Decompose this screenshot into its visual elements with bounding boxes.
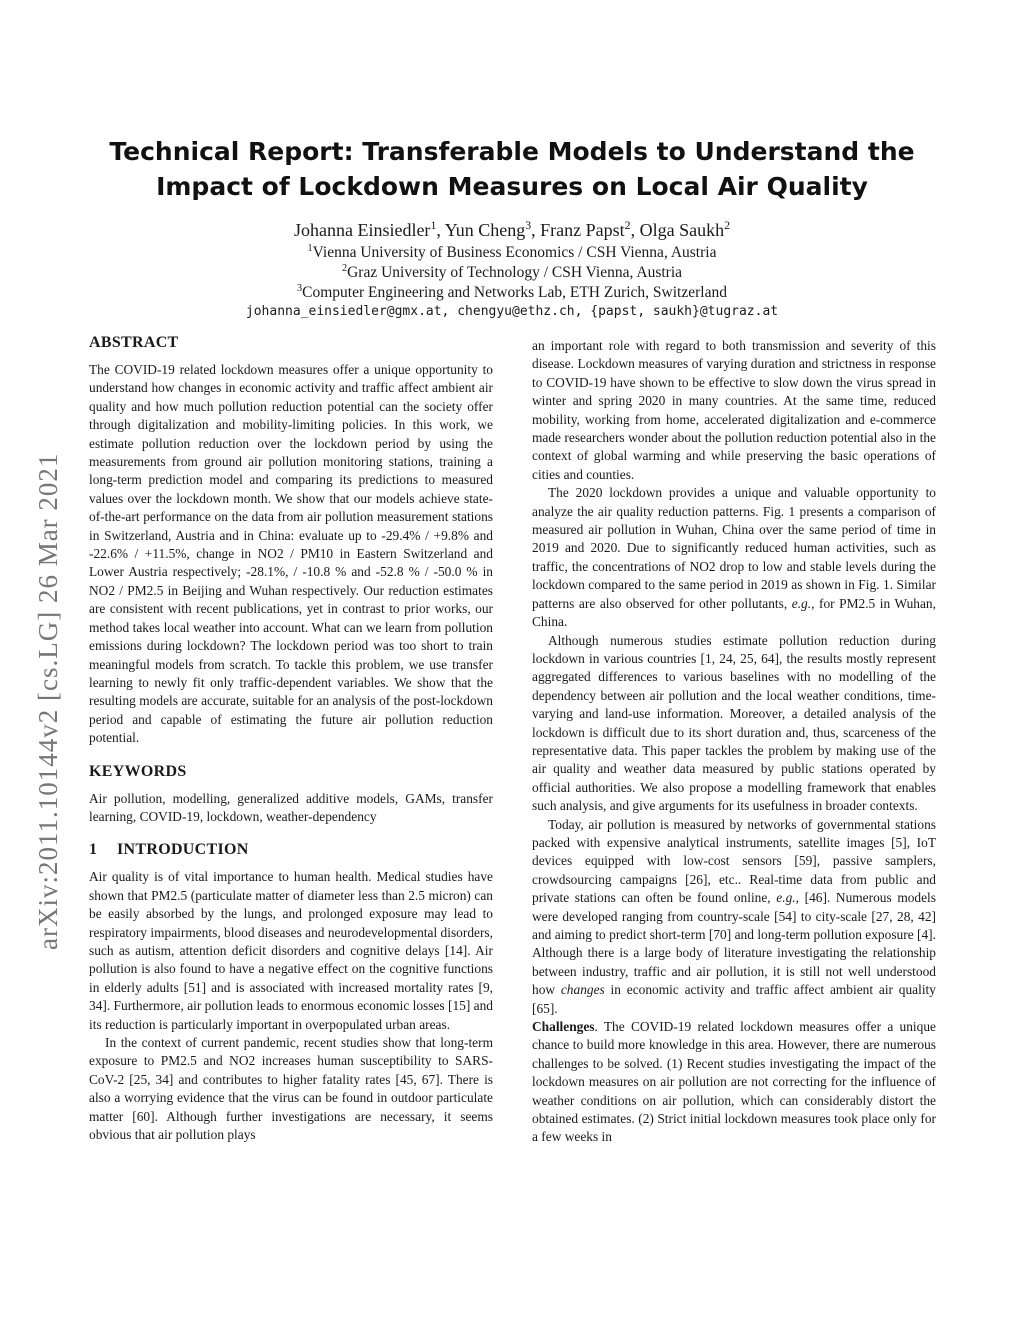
title-line-2: Impact of Lockdown Measures on Local Air Quality (156, 172, 868, 201)
author-affil-mark: 2 (724, 218, 731, 232)
keywords-heading: KEYWORDS (89, 762, 187, 780)
p5-text-b: , [46]. Numerous models were developed ranging from country-scale [54] to city-scale [27, 28, 42] and aiming to predict short-term [70] and long-term pollution exposure [4]. Although there is a large body of literature investigating the relationship between industry, traffic and air pollution, it is still not well understood how (532, 890, 936, 998)
introduction-heading (89, 840, 493, 860)
left-column (89, 333, 493, 1144)
affil-text: Graz University of Technology / CSH Vienna, Austria (347, 264, 683, 281)
section-title: INTRODUCTION (117, 841, 249, 859)
intro-paragraph-1: Air quality is of vital importance to human health. Medical studies have shown that PM2.5 (particulate matter of diameter less than 2.5 micron) can be easily absorbed by the lungs, and prolonged exposure may lead to respiratory impairments, blood diseases and neurodevelopmental disorders, such as autism, attention deficit disorders and cognitive delays [14]. Air pollution is also found to have a negative effect on the cognitive functions in elderly adults [51] and is associated with increased mortality rates [9, 34]. Furthermore, air pollution leads to enormous economic losses [15] and its reduction is particularly important in overpopulated urban areas. (89, 869, 493, 1032)
author-name: Johanna Einsiedler (293, 220, 431, 240)
intro-paragraph-4: Although numerous studies estimate pollution reduction during lockdown in various countries [1, 24, 25, 64], the results mostly represent aggregated differences to various baselines with no modelling of the dependency between air pollution and the local weather conditions, time-varying and land-use information. Moreover, a detailed analysis of the lockdown is difficult due to its short duration and, thus, scarceness of the representative data. This paper tackles the problem by making use of the air quality and weather data measured by public stations operated by official authorities. We also propose a modelling framework that enables such analysis, and give arguments for its usefulness in broader contexts. (532, 632, 936, 814)
p5-text-a: Today, air pollution is measured by networks of governmental stations packed with expensive analytical instruments, satellite images [5], IoT devices equipped with low-cost sensors [59], passive samplers, crowdsourcing campaigns [26], etc.. Real-time data from public and private stations can often be found online, (532, 816, 936, 906)
author-affil-mark: 3 (525, 218, 532, 232)
affil-text: Vienna University of Business Economics / CSH Vienna, Austria (312, 244, 717, 261)
p3-eg: e.g. (791, 595, 812, 611)
p5-eg: e.g. (776, 890, 796, 906)
challenges-runin-head: Challenges (532, 1019, 595, 1035)
challenges-paragraph (532, 1018, 936, 1147)
abstract-heading: ABSTRACT (89, 334, 179, 351)
right-column (532, 337, 936, 1147)
section-number: 1 (89, 841, 98, 859)
abstract-text: The COVID-19 related lockdown measures offer a unique opportunity to understand how changes in economic activity and traffic affect ambient air quality and how much pollution reduction potential can the society offer through digitalization and mobility-limiting policies. In this work, we estimate pollution reduction over the lockdown period by using the measurements from ground air pollution monitoring stations, training a long-term prediction model and comparing its predictions to measured values over the lockdown month. We show that our models achieve state-of-the-art performance on the data from air pollution measurement stations in Switzerland, Austria and in China: evaluate up to -29.4% / +9.8% and -22.6% / +11.5%, change in NO2 / PM10 in Eastern Switzerland and Lower Austria respectively; -28.1%, / -10.8 % and -52.8 % / -50.0 % in NO2 / PM2.5 in Beijing and Wuhan respectively. Our reduction estimates are consistent with recent publications, yet in contrast to prior works, our method takes local weather into account. What can we learn from pollution emissions during lockdown? The lockdown period was too short to train meaningful models from scratch. To tackle this problem, we use transfer learning to newly fit only traffic-dependent variables. We show that the resulting models are accurate, suitable for an analysis of the post-lockdown period and capable of estimating the future air pollution reduction potential. (89, 362, 493, 746)
affil-mark: 2 (341, 262, 348, 274)
affiliation (90, 263, 934, 283)
title-line-1: Technical Report: Transferable Models to Understand the (109, 137, 915, 166)
author-name: Franz Papst (540, 220, 625, 240)
intro-paragraph-2: In the context of current pandemic, recent studies show that long-term exposure to PM2.5 and NO2 increases human susceptibility to SARS-CoV-2 [25, 34] and contributes to higher fatality rates [45, 67]. There is also a worrying evidence that the virus can be found in outdoor particulate matter [60]. Although further investigations are necessary, it seems obvious that air pollution plays (89, 1035, 493, 1143)
p5-changes: changes (560, 982, 605, 998)
arxiv-identifier: arXiv:2011.10144v2 [cs.LG] 26 Mar 2021 (33, 452, 63, 950)
keywords-text: Air pollution, modelling, generalized additive models, GAMs, transfer learning, COVID-19, lockdown, weather-dependency (89, 790, 493, 824)
intro-paragraph-2-continued: an important role with regard to both transmission and severity of this disease. Lockdown measures of varying duration and strictness in response to COVID-19 have shown to be effective to slow down the virus spread in winter and spring 2020 in many countries. At the same time, reduced mobility, working from home, accelerated digitalization and e-commerce made researchers wonder about the pollution reduction potential also in the context of global warming and while preserving the basic operations of cities and counties. (532, 338, 936, 482)
affil-mark: 1 (307, 242, 313, 254)
challenges-text: . The COVID-19 related lockdown measures offer a unique chance to build more knowledge in this area. However, there are numerous challenges to be solved. (1) Recent studies investigating the impact of the lockdown measures on air pollution are not correcting for the influence of weather conditions on air pollution, which can considerably distort the obtained estimates. (2) Strict initial lockdown measures took place only for a few weeks in (532, 1019, 936, 1145)
affiliation (90, 283, 934, 303)
affil-mark: 3 (297, 282, 303, 294)
paper-title (90, 134, 934, 204)
intro-paragraph-5 (532, 816, 936, 1018)
author-name: Yun Cheng (444, 220, 526, 240)
affiliation (90, 243, 934, 263)
author-emails: johanna_einsiedler@gmx.at, chengyu@ethz.ch, {papst, saukh}@tugraz.at (245, 304, 779, 319)
intro-paragraph-3 (532, 484, 936, 631)
author-affil-mark: 1 (430, 218, 437, 232)
affiliation-list (90, 243, 934, 303)
author-list: Johanna Einsiedler$^1$, Yun Cheng$^3$, Franz Papst$^2$, Olga Saukh$^2$ (293, 218, 731, 240)
p5-text-c: in economic activity and traffic affect ambient air quality [65]. (532, 982, 936, 1016)
p3-text: The 2020 lockdown provides a unique and valuable opportunity to analyze the air quality reduction patterns. Fig. 1 presents a comparison of measured air pollution in Wuhan, China over the same period of time in 2019 and 2020. Due to significantly reduced human activities, such as traffic, the concentrations of NO2 drop to low and stable levels during the lockdown compared to the same period in 2019 as shown in Fig. 1. Similar patterns are also observed for other pollutants, (532, 485, 936, 611)
affil-text: Computer Engineering and Networks Lab, ETH Zurich, Switzerland (302, 284, 727, 301)
author-name: Olga Saukh (639, 220, 725, 240)
p3-end: , for PM2.5 in Wuhan, China. (532, 595, 936, 630)
author-affil-mark: 2 (624, 218, 631, 232)
